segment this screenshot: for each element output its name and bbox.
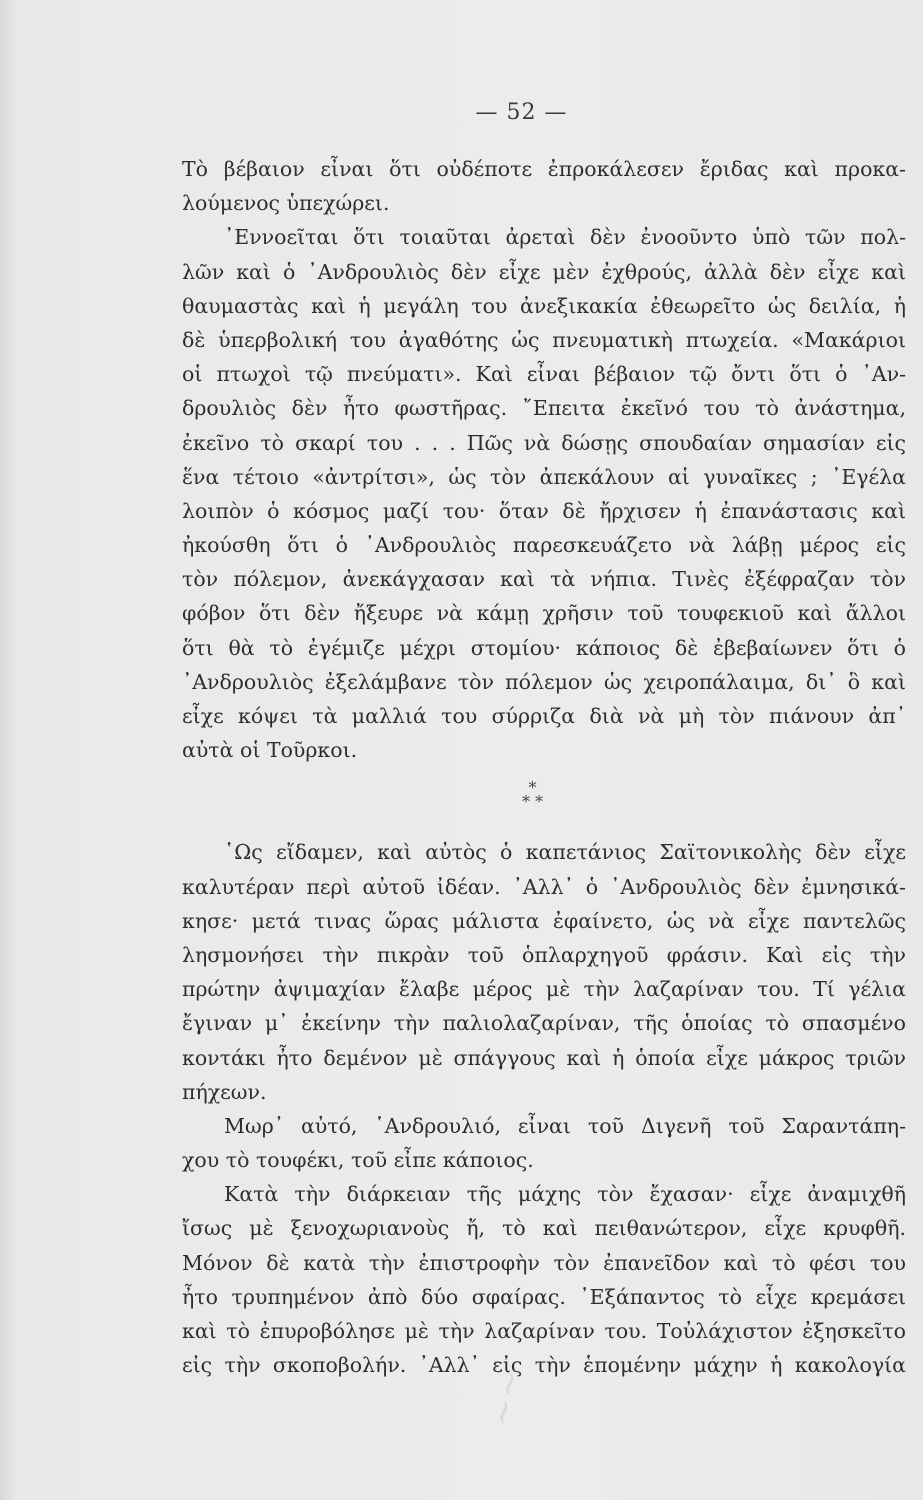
text-line: λοιπὸν ὁ κόσμος μαζί του· ὅταν δὲ ἤρχισεν ἡ ἐπανάστασις καὶ: [182, 498, 906, 523]
text-line: ἴσως μὲ ξενοχωριανοὺς ἤ, τὸ καὶ πειθανώτερον, εἶχε κρυφθῆ.: [182, 1216, 906, 1241]
text-line: ἔγιναν μ᾿ ἐκείνην τὴν παλιολαζαρίναν, τῆς ὁποίας τὸ σπασμένο: [182, 1011, 906, 1036]
section-break: [182, 767, 906, 835]
text-line: λῶν καὶ ὁ ᾿Ανδρουλιὸς δὲν εἶχε μὲν ἐχθρούς, ἀλλὰ δὲν εἶχε καὶ: [182, 259, 906, 284]
text-line: Τὸ βέβαιον εἶναι ὅτι οὐδέποτε ἐπροκάλεσεν ἔριδας καὶ προκα-: [182, 157, 906, 181]
text-line: δρουλιὸς δὲν ἦτο φωστῆρας. ῎Επειτα ἐκεῖνό του τὸ ἀνάστημα,: [182, 396, 906, 421]
text-line: οἱ πτωχοὶ τῷ πνεύματι». Καὶ εἶναι βέβαιον τῷ ὄντι ὅτι ὁ ᾿Αν-: [182, 362, 906, 387]
text-line: τὸν πόλεμον, ἀνεκάγχασαν καὶ τὰ νήπια. Τινὲς ἐξέφραζαν τὸν: [182, 567, 906, 592]
text-line: αὐτὰ οἱ Τοῦρκοι.: [182, 738, 358, 763]
text-line: δὲ ὑπερβολική του ἀγαθότης ὡς πνευματικὴ πτωχεία. «Μακάριοι: [182, 327, 906, 352]
text-line: ᾿Ανδρουλιὸς ἐξελάμβανε τὸν πόλεμον ὡς χειροπάλαιμα, δι᾿ ὃ καὶ: [182, 669, 906, 694]
text-body: [182, 152, 906, 1382]
text-line: καὶ τὸ ἐπυροβόλησε μὲ τὴν λαζαρίναν του. Τοὐλάχιστον ἐξησκεῖτο: [182, 1319, 906, 1343]
text-line: κησε· μετά τινας ὥρας μάλιστα ἐφαίνετο, ὡς νὰ εἶχε παντελῶς: [182, 908, 906, 933]
text-line: ᾿Εννοεῖται ὅτι τοιαῦται ἀρεταὶ δὲν ἐνοοῦντο ὑπὸ τῶν πολ-: [224, 225, 906, 250]
text-line: καλυτέραν περὶ αὐτοῦ ἰδέαν. ᾿Αλλ᾿ ὁ ᾿Ανδρουλιὸς δὲν ἐμνησικά-: [182, 874, 906, 899]
text-line: φόβον ὅτι δὲν ἤξευρε νὰ κάμῃ χρῆσιν τοῦ τουφεκιοῦ καὶ ἄλλοι: [182, 601, 906, 626]
text-line: λούμενος ὑπεχώρει.: [182, 191, 390, 216]
text-line: χου τὸ τουφέκι, τοῦ εἶπε κάποιος.: [182, 1148, 534, 1173]
text-line: Κατὰ τὴν διάρκειαν τῆς μάχης τὸν ἔχασαν· εἶχε ἀναμιχθῆ: [224, 1182, 906, 1207]
text-line: ἦτο τρυπημένον ἀπὸ δύο σφαίρας. ᾿Εξάπαντος τὸ εἶχε κρεμάσει: [182, 1284, 906, 1309]
text-line: ὅτι θὰ τὸ ἐγέμιζε μέχρι στομίου· κάποιος δὲ ἐβεβαίωνεν ὅτι ὁ: [182, 635, 906, 660]
text-line: ἐκεῖνο τὸ σκαρί του . . . Πῶς νὰ δώσῃς σπουδαίαν σημασίαν εἰς: [182, 430, 906, 455]
text-line: ἕνα τέτοιο «ἀντρίτσι», ὡς τὸν ἀπεκάλουν αἱ γυναῖκες ; ᾿Εγέλα: [182, 464, 906, 489]
text-line: Μωρ᾿ αὐτό, ῾Ανδρουλιό, εἶναι τοῦ Διγενῆ τοῦ Σαραντάπη-: [224, 1113, 906, 1138]
text-line: λησμονήσει τὴν πικρὰν τοῦ ὁπλαρχηγοῦ φράσιν. Καὶ εἰς τὴν: [182, 942, 906, 967]
text-line: πήχεων.: [182, 1079, 267, 1104]
text-line: ἠκούσθη ὅτι ὁ ᾿Ανδρουλιὸς παρεσκευάζετο νὰ λάβῃ μέρος εἰς: [182, 533, 906, 558]
text-line: εἰς τὴν σκοποβολήν. ᾿Αλλ᾿ εἰς τὴν ἑπομένην μάχην ἡ κακολογία: [182, 1353, 906, 1378]
pencil-scribble: ~~: [481, 1365, 532, 1431]
text-line: θαυμαστὰς καὶ ἡ μεγάλη του ἀνεξικακία ἐθεωρεῖτο ὡς δειλία, ἡ: [182, 293, 906, 318]
asterism-ornament: * * *: [522, 778, 544, 812]
text-line: πρώτην ἀψιμαχίαν ἔλαβε μέρος μὲ τὴν λαζαρίναν του. Τί γέλια: [182, 977, 906, 1002]
page-number: — 52 —: [475, 100, 568, 125]
paragraph-block-1: [182, 152, 906, 767]
text-line: εἶχε κόψει τὰ μαλλιά του σύρριζα διὰ νὰ μὴ τὸν πιάνουν ἀπ᾿: [182, 704, 906, 728]
text-line: ῾Ως εἴδαμεν, καὶ αὐτὸς ὁ καπετάνιος Σαϊτονικολὴς δὲν εἶχε: [224, 840, 906, 865]
text-line: Μόνον δὲ κατὰ τὴν ἐπιστροφὴν τὸν ἐπανεῖδον καὶ τὸ φέσι του: [182, 1250, 906, 1275]
paragraph-block-2: [182, 835, 906, 1382]
text-line: κοντάκι ἦτο δεμένον μὲ σπάγγους καὶ ἡ ὁποία εἶχε μάκρος τριῶν: [182, 1045, 906, 1070]
